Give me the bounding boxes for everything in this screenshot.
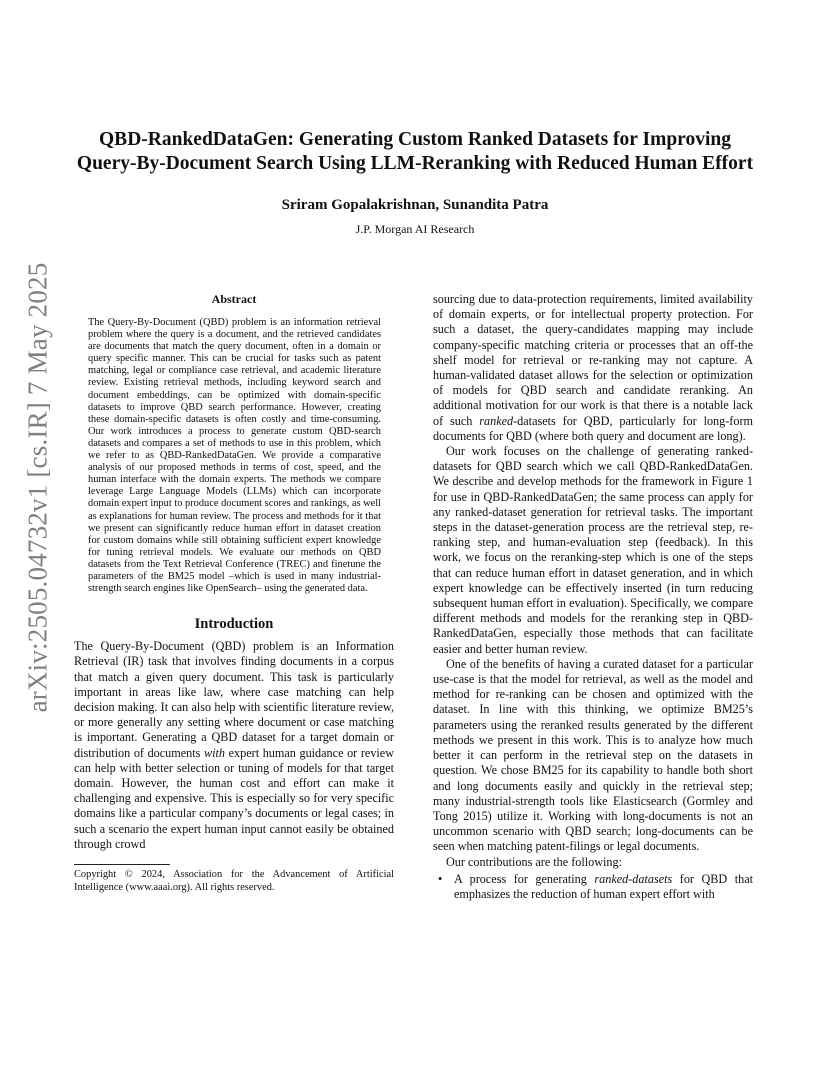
bullet-text-1: A process for generating xyxy=(454,871,595,886)
right-p1-emphasis: ranked xyxy=(479,413,514,428)
abstract-text: The Query-By-Document (QBD) problem is an information retrieval problem where the query is a document, and the retrieved candidates are documents that match the query document, often in a domain or query specific manner. This can be crucial for tasks such as patent matching, legal or compliance case retrieval, and academic literature review. Existing retrieval methods, including keyword search and document embeddings, can be optimized with domain-specific datasets to improve QBD search performance. However, creating these domain-specific datasets is often costly and time-consuming. Our work introduces a process to generate custom QBD-search datasets and compares a set of methods to use in this problem, which we refer to as QBD-RankedDataGen. We provide a comparative analysis of our proposed methods in terms of cost, speed, and the human interface with the domain experts. The methods we compare leverage Large Language Models (LLMs) which can incorporate domain expert input to produce document scores and rankings, as well as explanations for human review. The process and methods for it that we present can significantly reduce human effort in dataset creation for custom domains while still obtaining sufficient expert knowledge for tuning retrieval models. We evaluate our methods on QBD datasets from the Text Retrieval Conference (TREC) and finetune the parameters of the BM25 model –which is used in many industrial-strength search engines like OpenSearch– using the generated data. xyxy=(88,317,381,595)
bullet-text-2: for QBD that emphasizes the reduction of human expert effort with xyxy=(454,871,754,901)
introduction-paragraph xyxy=(74,639,394,852)
copyright-footnote: Copyright © 2024, Association for the Advancement of Artificial Intelligence (www.aaai.org). All rights reserved. xyxy=(74,869,394,893)
contribution-bullet xyxy=(433,872,753,902)
right-paragraph-2: Our work focuses on the challenge of generating ranked-datasets for QBD search which we call QBD-RankedDataGen. We describe and develop methods for the framework in Figure 1 for use in QBD-RankedDataGen; the same process can apply for any ranked-dataset generation for retrieval tasks. The important steps in the dataset-generation process are the retrieval step, re-ranking step, and human-evaluation step (feedback). In this work, we focus on the reranking-step which is one of the steps that can reduce human effort in dataset generation, and in which expert knowledge can be effectively inserted (in turn reducing subsequent human effort in evaluation). Specifically, we compare different methods and models for the reranking step in QBD-RankedDataGen, especially those methods that can facilitate easier and better human review. xyxy=(433,444,753,656)
bullet-emphasis: ranked-datasets xyxy=(594,871,673,886)
paper-title xyxy=(60,128,770,176)
arxiv-identifier xyxy=(18,262,58,713)
right-p1-text-1: sourcing due to data-protection requirements, limited availability of domain experts, or for intellectual property protection. For such a dataset, the query-candidates mapping may include company-specific matching criteria or processes that an off-the shelf model for retrieval or re-ranking may not capture. A human-validated dataset allows for the selection or optimization of models for QBD search and candidate reranking. An additional motivation for our work is that there is a notable lack of such xyxy=(433,292,753,428)
title-line-1: QBD-RankedDataGen: Generating Custom Ranked Datasets for Improving xyxy=(99,129,731,150)
bullet-text xyxy=(454,872,753,902)
introduction-heading: Introduction xyxy=(194,616,274,633)
author-list: Sriram Gopalakrishnan, Sunandita Patra xyxy=(281,197,549,213)
abstract-heading: Abstract xyxy=(211,292,257,306)
contributions-intro: Our contributions are the following: xyxy=(446,854,623,869)
title-line-2: Query-By-Document Search Using LLM-Reranking with Reduced Human Effort xyxy=(76,153,754,174)
right-p1-text-2: -datasets for QBD, particularly for long-form documents for QBD (where both query and document are long). xyxy=(433,413,753,443)
left-column xyxy=(74,292,394,894)
intro-text-1: The Query-By-Document (QBD) problem is an Information Retrieval (IR) task that involves finding documents in a corpus that match a given query document. This task is particularly important in areas like law, where case matching can help decision making. It can also help with scientific literature review, or more generally any setting where document or case matching is important. Generating a QBD dataset for a target domain or distribution of documents xyxy=(74,639,394,760)
bullet-marker: • xyxy=(438,871,443,886)
right-paragraph-3: One of the benefits of having a curated dataset for a particular use-case is that the model for retrieval, as well as the model and method for re-ranking can be chosen and optimized with the dataset. In line with this thinking, we optimize BM25’s parameters using the reranked results generated by the different methods we present in this work. This is to analyze how much better it can perform in the retrieval step on the datasets in question. We chose BM25 for its capability to handle both short and long documents easily and quickly in the retrieval step; many industrial-strength tools like Elasticsearch (Gormley and Tong 2015) utilize it. Working with long-documents is not an uncommon scenario with QBD search; long-documents can be seen when matching patent-filings or legal documents. xyxy=(433,656,753,854)
right-column xyxy=(433,292,753,902)
intro-text-2: expert human guidance or review can help with better selection or tuning of models for that target domain. However, the human cost and effort can make it challenging and expensive. This is especially so for very specific domains like a particular company’s documents or legal cases; in such a scenario the expert human input cannot easily be obtained through crowd xyxy=(74,745,395,851)
right-paragraph-1 xyxy=(433,292,753,444)
arxiv-identifier-text: arXiv:2505.04732v1 [cs.IR] 7 May 2025 xyxy=(22,262,53,713)
intro-emphasis: with xyxy=(204,745,226,760)
affiliation: J.P. Morgan AI Research xyxy=(355,222,475,236)
footnote-rule xyxy=(74,864,170,865)
